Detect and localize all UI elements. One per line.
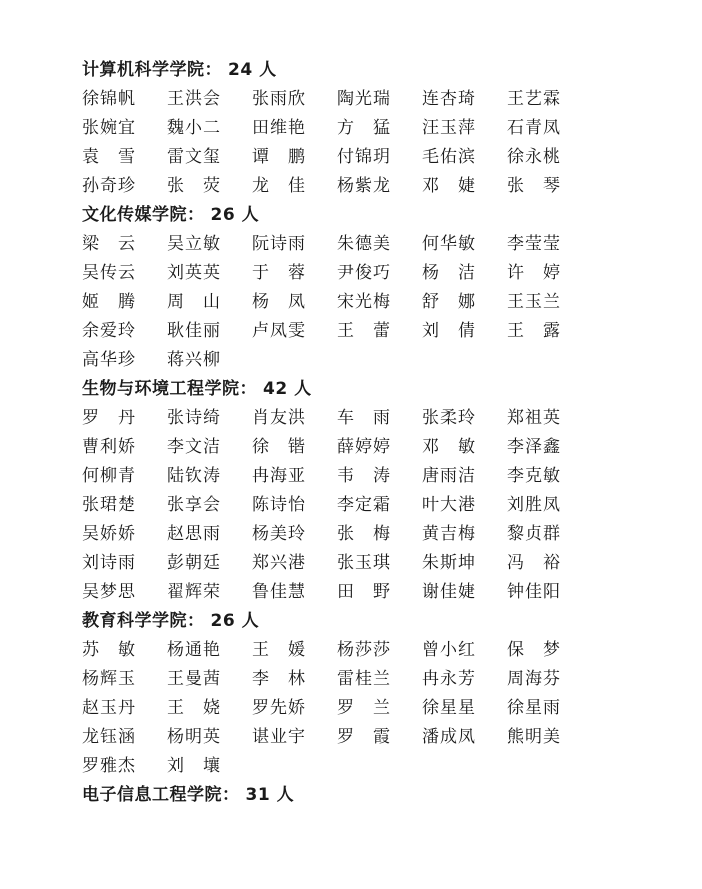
student-name: 谭 鹏 <box>252 147 306 167</box>
student-count: 26 人 <box>210 205 260 225</box>
student-name: 蒋兴柳 <box>167 350 221 370</box>
student-name: 徐星雨 <box>507 698 561 718</box>
student-name: 曾小红 <box>422 640 476 660</box>
student-name: 李莹莹 <box>507 234 561 254</box>
student-name: 翟辉荣 <box>167 582 221 602</box>
college-section <box>82 375 682 607</box>
student-name: 李 林 <box>252 669 306 689</box>
student-count: 24 人 <box>228 60 277 80</box>
student-name: 高华珍 <box>82 350 136 370</box>
student-name: 谌业宇 <box>252 727 306 747</box>
student-name: 钟佳阳 <box>507 582 561 602</box>
student-name: 刘 倩 <box>422 321 476 341</box>
student-name: 余爱玲 <box>82 321 136 341</box>
student-name: 谢佳婕 <box>422 582 476 602</box>
college-name: 文化传媒学院 <box>82 205 187 225</box>
student-name: 雷桂兰 <box>337 669 391 689</box>
name-list <box>82 230 682 375</box>
student-name: 王玉兰 <box>507 292 561 312</box>
student-name: 张柔玲 <box>422 408 476 428</box>
student-name: 张 荧 <box>167 176 221 196</box>
student-name: 刘英英 <box>167 263 221 283</box>
student-name: 耿佳丽 <box>167 321 221 341</box>
student-name: 张 梅 <box>337 524 391 544</box>
college-name: 教育科学学院 <box>82 611 187 631</box>
heading-colon: ： <box>187 205 205 225</box>
student-name: 周海芬 <box>507 669 561 689</box>
student-name: 熊明美 <box>507 727 561 747</box>
college-name: 生物与环境工程学院 <box>82 379 240 399</box>
student-name: 卢凤雯 <box>252 321 306 341</box>
name-list <box>82 636 682 781</box>
student-name: 杨辉玉 <box>82 669 136 689</box>
student-name: 曹利娇 <box>82 437 136 457</box>
student-name: 赵玉丹 <box>82 698 136 718</box>
student-name: 徐永桃 <box>507 147 561 167</box>
student-count: 42 人 <box>263 379 312 399</box>
student-name: 刘诗雨 <box>82 553 136 573</box>
student-name: 何华敏 <box>422 234 476 254</box>
student-name: 李定霜 <box>337 495 391 515</box>
student-name: 姬 腾 <box>82 292 136 312</box>
student-name: 鲁佳慧 <box>252 582 306 602</box>
student-name: 苏 敏 <box>82 640 136 660</box>
student-name: 车 雨 <box>337 408 391 428</box>
student-name: 杨美玲 <box>252 524 306 544</box>
student-name: 毛佑滨 <box>422 147 476 167</box>
student-name: 孙奇珍 <box>82 176 136 196</box>
student-name: 邓 婕 <box>422 176 476 196</box>
student-name: 徐 锴 <box>252 437 306 457</box>
student-name: 罗 霞 <box>337 727 391 747</box>
student-name: 李文洁 <box>167 437 221 457</box>
student-name: 王艺霖 <box>507 89 561 109</box>
student-name: 杨 洁 <box>422 263 476 283</box>
student-count: 26 人 <box>210 611 260 631</box>
student-name: 朱斯坤 <box>422 553 476 573</box>
student-name: 冉永芳 <box>422 669 476 689</box>
student-name: 杨莎莎 <box>337 640 391 660</box>
student-name: 冯 裕 <box>507 553 561 573</box>
student-name: 付锦玥 <box>337 147 391 167</box>
student-name: 张珺楚 <box>82 495 136 515</box>
student-name: 王 娆 <box>167 698 221 718</box>
college-name: 计算机科学学院 <box>82 60 205 80</box>
student-name: 王 露 <box>507 321 561 341</box>
student-name: 舒 娜 <box>422 292 476 312</box>
college-section <box>82 607 682 781</box>
student-name: 罗先娇 <box>252 698 306 718</box>
student-name: 保 梦 <box>507 640 561 660</box>
student-name: 罗雅杰 <box>82 756 136 776</box>
student-name: 连杏琦 <box>422 89 476 109</box>
student-name: 石青凤 <box>507 118 561 138</box>
student-name: 彭朝廷 <box>167 553 221 573</box>
student-name: 邓 敏 <box>422 437 476 457</box>
college-heading <box>82 56 682 85</box>
college-section <box>82 781 682 810</box>
student-name: 陈诗怡 <box>252 495 306 515</box>
student-name: 叶大港 <box>422 495 476 515</box>
student-name: 吴梦思 <box>82 582 136 602</box>
student-name: 杨通艳 <box>167 640 221 660</box>
student-name: 朱德美 <box>337 234 391 254</box>
student-name: 李泽鑫 <box>507 437 561 457</box>
student-name: 张 琴 <box>507 176 561 196</box>
student-name: 黎贞群 <box>507 524 561 544</box>
heading-colon: ： <box>222 785 240 805</box>
student-name: 薛婷婷 <box>337 437 391 457</box>
student-name: 吴传云 <box>82 263 136 283</box>
college-heading <box>82 201 682 230</box>
student-name: 冉海亚 <box>252 466 306 486</box>
student-name: 魏小二 <box>167 118 221 138</box>
student-name: 李克敏 <box>507 466 561 486</box>
student-name: 黄吉梅 <box>422 524 476 544</box>
student-name: 张诗绮 <box>167 408 221 428</box>
student-name: 罗 丹 <box>82 408 136 428</box>
college-heading <box>82 375 682 404</box>
student-name: 尹俊巧 <box>337 263 391 283</box>
student-name: 梁 云 <box>82 234 136 254</box>
student-name: 吴立敏 <box>167 234 221 254</box>
student-name: 赵思雨 <box>167 524 221 544</box>
student-name: 田 野 <box>337 582 391 602</box>
student-name: 刘胜凤 <box>507 495 561 515</box>
student-name: 于 蓉 <box>252 263 306 283</box>
student-name: 王 媛 <box>252 640 306 660</box>
college-section <box>82 56 682 201</box>
student-name: 张雨欣 <box>252 89 306 109</box>
student-name: 刘 壤 <box>167 756 221 776</box>
student-name: 韦 涛 <box>337 466 391 486</box>
heading-colon: ： <box>204 60 222 80</box>
student-name: 罗 兰 <box>337 698 391 718</box>
student-name: 许 婷 <box>507 263 561 283</box>
student-name: 王曼茜 <box>167 669 221 689</box>
student-name: 张玉琪 <box>337 553 391 573</box>
college-heading <box>82 607 682 636</box>
student-name: 郑祖英 <box>507 408 561 428</box>
name-list <box>82 85 682 201</box>
document-page <box>82 56 682 810</box>
student-name: 雷文玺 <box>167 147 221 167</box>
student-name: 龙钰涵 <box>82 727 136 747</box>
student-name: 潘成凤 <box>422 727 476 747</box>
college-section <box>82 201 682 375</box>
student-name: 徐锦帆 <box>82 89 136 109</box>
student-name: 袁 雪 <box>82 147 136 167</box>
student-name: 张享会 <box>167 495 221 515</box>
college-name: 电子信息工程学院 <box>82 785 222 805</box>
college-heading <box>82 781 682 810</box>
student-name: 陶光瑞 <box>337 89 391 109</box>
student-name: 杨明英 <box>167 727 221 747</box>
student-name: 王 蕾 <box>337 321 391 341</box>
student-name: 肖友洪 <box>252 408 306 428</box>
student-name: 郑兴港 <box>252 553 306 573</box>
student-name: 田维艳 <box>252 118 306 138</box>
student-name: 龙 佳 <box>252 176 306 196</box>
student-name: 杨 凤 <box>252 292 306 312</box>
student-name: 方 猛 <box>337 118 391 138</box>
student-name: 徐星星 <box>422 698 476 718</box>
student-name: 王洪会 <box>167 89 221 109</box>
heading-colon: ： <box>187 611 205 631</box>
student-name: 陆钦涛 <box>167 466 221 486</box>
student-count: 31 人 <box>245 785 295 805</box>
student-name: 宋光梅 <box>337 292 391 312</box>
student-name: 吴娇娇 <box>82 524 136 544</box>
name-list <box>82 404 682 607</box>
student-name: 杨紫龙 <box>337 176 391 196</box>
student-name: 张婉宜 <box>82 118 136 138</box>
heading-colon: ： <box>239 379 257 399</box>
student-name: 何柳青 <box>82 466 136 486</box>
student-name: 阮诗雨 <box>252 234 306 254</box>
student-name: 汪玉萍 <box>422 118 476 138</box>
student-name: 唐雨洁 <box>422 466 476 486</box>
student-name: 周 山 <box>167 292 221 312</box>
